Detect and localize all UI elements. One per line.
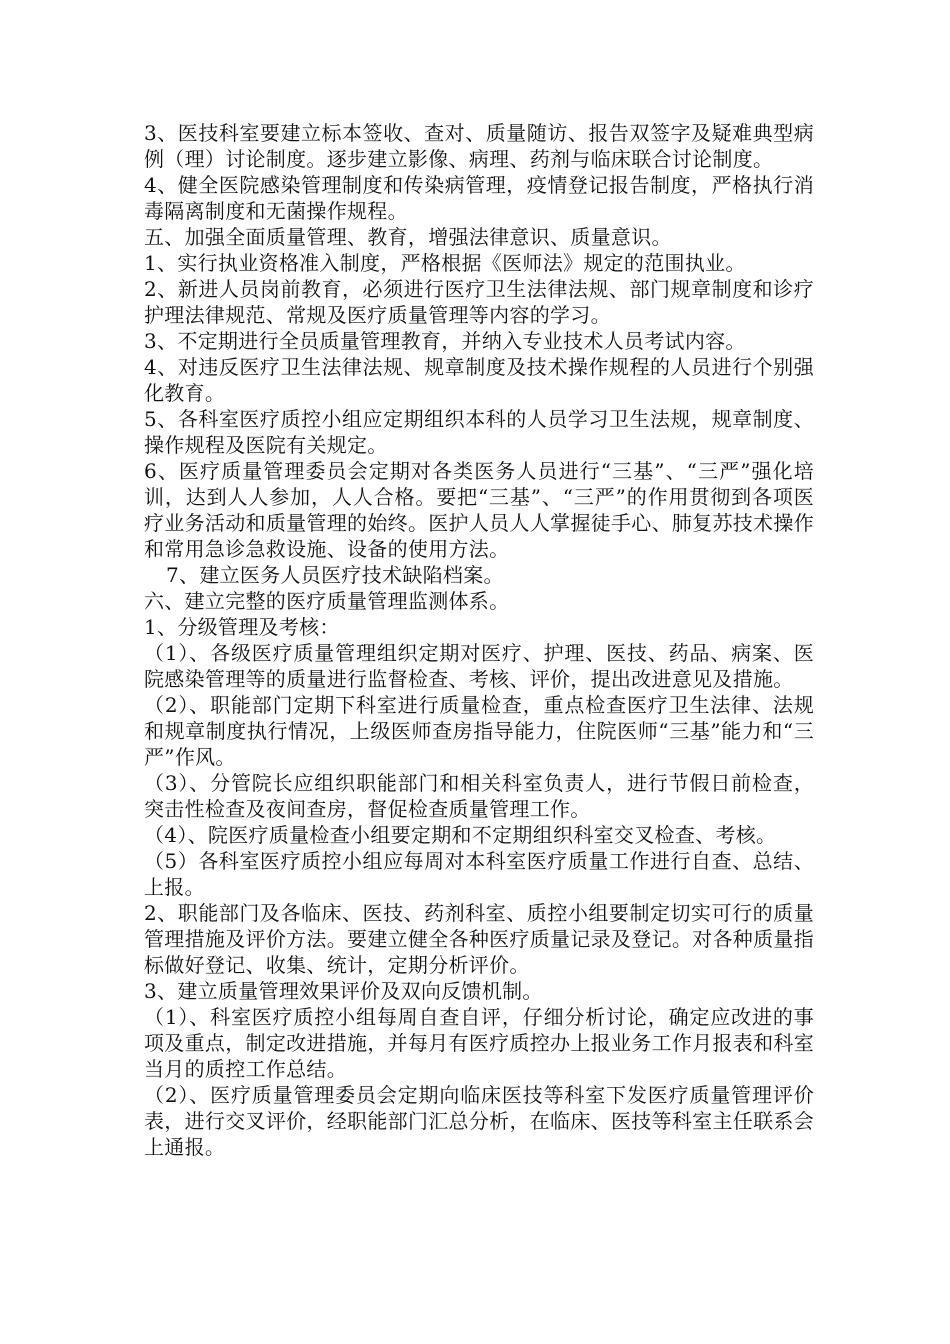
paragraph: 2、新进人员岗前教育，必须进行医疗卫生法律法规、部门规章制度和诊疗护理法律规范、常规及医疗质量管理等内容的学习。 — [144, 277, 814, 327]
paragraph: 3、医技科室要建立标本签收、查对、质量随访、报告双签字及疑难典型病例（理）讨论制度。逐步建立影像、病理、药剂与临床联合讨论制度。 — [144, 121, 814, 171]
paragraph: 3、不定期进行全员质量管理教育，并纳入专业技术人员考试内容。 — [144, 329, 746, 353]
paragraph: 4、对违反医疗卫生法律法规、规章制度及技术操作规程的人员进行个别强化教育。 — [144, 355, 814, 405]
section-heading: 五、加强全面质量管理、教育，增强法律意识、质量意识。 — [144, 225, 672, 249]
paragraph: （2）、职能部门定期下科室进行质量检查，重点检查医疗卫生法律、法规和规章制度执行情况，上级医师查房指导能力，住院医师“三基”能力和“三严”作风。 — [144, 693, 814, 769]
paragraph: 6、医疗质量管理委员会定期对各类医务人员进行“三基”、“三严”强化培训，达到人人参加，人人合格。要把“三基”、“三严”的作用贯彻到各项医疗业务活动和质量管理的始终。医护人员人人掌握徒手心、肺复苏技术操作和常用急诊急救设施、设备的使用方法。 — [144, 459, 814, 561]
paragraph: （4）、院医疗质量检查小组要定期和不定期组织科室交叉检查、考核。 — [144, 823, 777, 847]
paragraph: 4、健全医院感染管理制度和传染病管理，疫情登记报告制度，严格执行消毒隔离制度和无菌操作规程。 — [144, 173, 814, 223]
paragraph: （5）各科室医疗质控小组应每周对本科室医疗质量工作进行自查、总结、上报。 — [144, 849, 814, 899]
paragraph: （1）、各级医疗质量管理组织定期对医疗、护理、医技、药品、病案、医院感染管理等的质量进行监督检查、考核、评价，提出改进意见及措施。 — [144, 641, 814, 691]
paragraph: （1）、科室医疗质控小组每周自查自评，仔细分析讨论，确定应改进的事项及重点，制定改进措施，并每月有医疗质控办上报业务工作月报表和科室当月的质控工作总结。 — [144, 1005, 814, 1081]
paragraph: 2、职能部门及各临床、医技、药剂科室、质控小组要制定切实可行的质量管理措施及评价方法。要建立健全各种医疗质量记录及登记。对各种质量指标做好登记、收集、统计，定期分析评价。 — [144, 901, 814, 977]
paragraph: 1、实行执业资格准入制度，严格根据《医师法》规定的范围执业。 — [144, 251, 746, 275]
document-body — [144, 120, 814, 1160]
paragraph: 3、建立质量管理效果评价及双向反馈机制。 — [144, 979, 543, 1003]
section-heading: 六、建立完整的医疗质量管理监测体系。 — [144, 589, 510, 613]
paragraph: （3）、分管院长应组织职能部门和相关科室负责人，进行节假日前检查，突击性检查及夜间查房，督促检查质量管理工作。 — [144, 771, 814, 821]
paragraph: 7、建立医务人员医疗技术缺陷档案。 — [166, 563, 504, 587]
paragraph: 1、分级管理及考核： — [144, 615, 340, 639]
paragraph: （2）、医疗质量管理委员会定期向临床医技等科室下发医疗质量管理评价表，进行交叉评价，经职能部门汇总分析，在临床、医技等科室主任联系会上通报。 — [144, 1083, 814, 1159]
paragraph: 5、各科室医疗质控小组应定期组织本科的人员学习卫生法规，规章制度、操作规程及医院有关规定。 — [144, 407, 814, 457]
